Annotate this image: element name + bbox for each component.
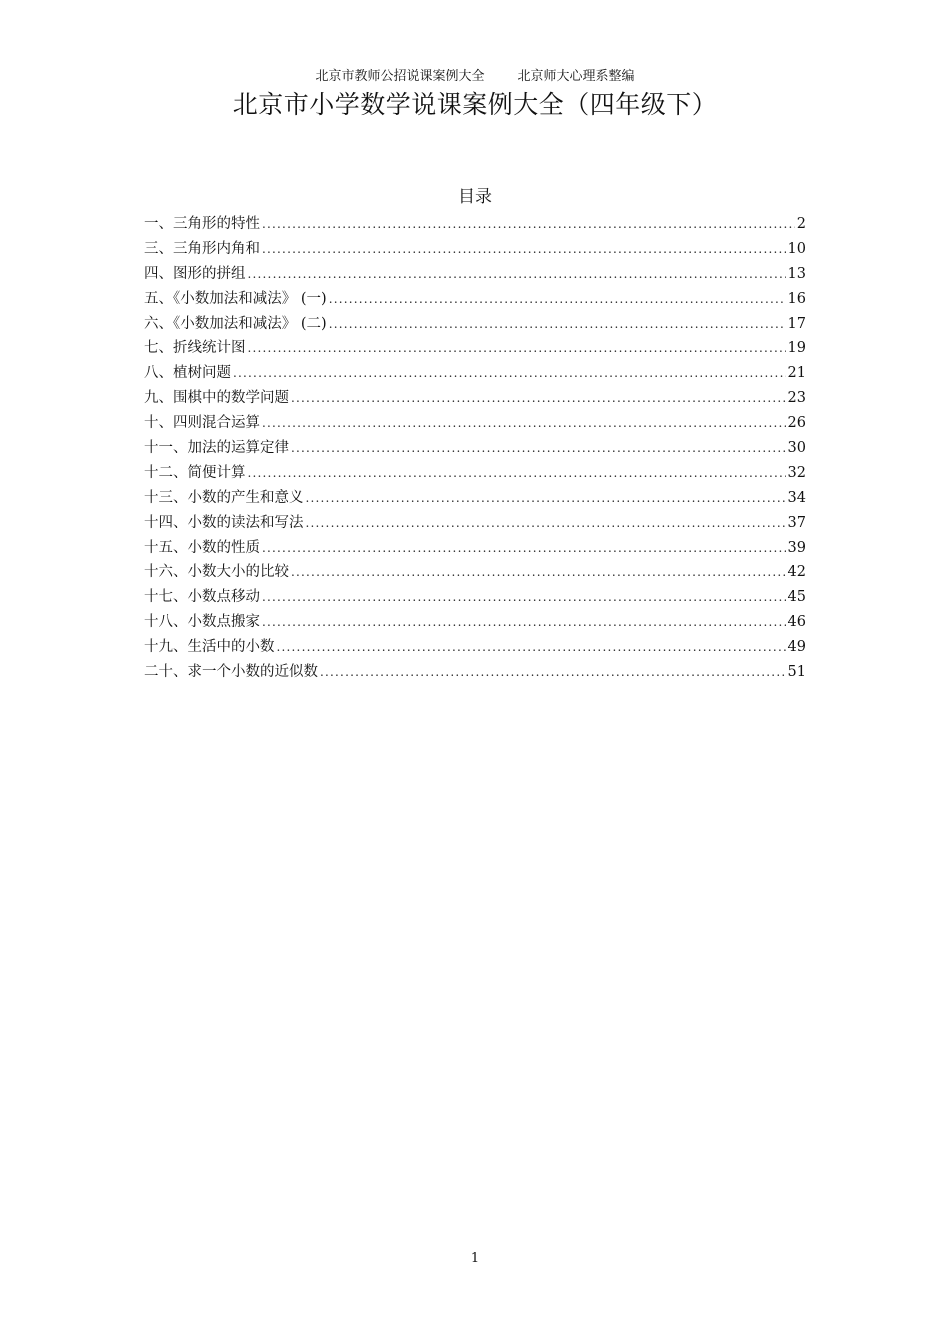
toc-entry[interactable]: [144, 237, 806, 262]
toc-entry-label: 十一、加法的运算定律: [144, 440, 289, 457]
toc-entry-page: 16: [787, 290, 806, 307]
toc-entry[interactable]: [144, 287, 806, 312]
toc-entry[interactable]: [144, 461, 806, 486]
page-number: 1: [470, 1251, 480, 1266]
toc-dot-leader: [329, 312, 786, 337]
toc-entry-label: 十八、小数点搬家: [144, 614, 260, 631]
toc-entry-label: 十七、小数点移动: [144, 589, 260, 606]
toc-dot-leader: [262, 536, 786, 561]
toc-entry-page: 30: [787, 440, 806, 457]
toc-dot-leader: [248, 461, 786, 486]
toc-dot-leader: [262, 585, 786, 610]
toc-entry-page: 46: [787, 614, 806, 631]
toc-dot-leader: [320, 660, 786, 685]
toc-entry-label: 六、《小数加法和减法》 (二): [144, 315, 327, 332]
toc-entry[interactable]: [144, 585, 806, 610]
toc-heading: 目录: [458, 187, 492, 207]
toc-entry-label: 八、植树问题: [144, 365, 231, 382]
toc-dot-leader: [262, 411, 786, 436]
toc-entry[interactable]: [144, 436, 806, 461]
toc-entry-label: 十三、小数的产生和意义: [144, 489, 304, 506]
toc-entry-page: 17: [787, 315, 806, 332]
toc-entry-label: 十、四则混合运算: [144, 415, 260, 432]
toc-entry-page: 51: [787, 664, 806, 681]
toc-dot-leader: [233, 361, 786, 386]
table-of-contents: [144, 212, 806, 685]
toc-entry-label: 十五、小数的性质: [144, 539, 260, 556]
toc-entry[interactable]: [144, 660, 806, 685]
toc-dot-leader: [277, 635, 786, 660]
toc-entry-page: 42: [787, 564, 806, 581]
toc-dot-leader: [329, 287, 786, 312]
running-header: 北京市教师公招说课案例大全 北京师大心理系整编: [315, 69, 635, 84]
toc-entry-page: 21: [787, 365, 806, 382]
toc-entry[interactable]: [144, 312, 806, 337]
toc-entry-label: 十六、小数大小的比较: [144, 564, 289, 581]
toc-entry-label: 十九、生活中的小数: [144, 639, 275, 656]
toc-entry-page: 19: [787, 340, 806, 357]
toc-entry-page: 45: [787, 589, 806, 606]
toc-entry[interactable]: [144, 411, 806, 436]
toc-entry-page: 32: [787, 464, 806, 481]
toc-entry-page: 26: [787, 415, 806, 432]
toc-dot-leader: [291, 560, 786, 585]
toc-dot-leader: [262, 610, 786, 635]
toc-entry-page: 39: [787, 539, 806, 556]
toc-entry-label: 三、三角形内角和: [144, 240, 260, 257]
toc-entry[interactable]: [144, 511, 806, 536]
toc-entry-label: 十四、小数的读法和写法: [144, 514, 304, 531]
toc-entry-page: 23: [787, 390, 806, 407]
toc-entry[interactable]: [144, 486, 806, 511]
toc-entry-page: 37: [787, 514, 806, 531]
toc-entry-page: 13: [787, 265, 806, 282]
toc-entry[interactable]: [144, 560, 806, 585]
toc-entry-page: 10: [787, 240, 806, 257]
toc-entry-label: 七、折线统计图: [144, 340, 246, 357]
toc-entry[interactable]: [144, 386, 806, 411]
toc-entry-label: 十二、简便计算: [144, 464, 246, 481]
document-title: 北京市小学数学说课案例大全（四年级下）: [232, 90, 718, 119]
toc-entry-page: 34: [787, 489, 806, 506]
toc-entry-page: 2: [796, 216, 806, 232]
toc-dot-leader: [306, 486, 786, 511]
toc-entry[interactable]: [144, 336, 806, 361]
toc-entry[interactable]: [144, 536, 806, 561]
toc-entry-label: 一、三角形的特性: [144, 216, 260, 232]
toc-dot-leader: [248, 262, 786, 287]
toc-dot-leader: [262, 212, 795, 237]
toc-entry[interactable]: [144, 361, 806, 386]
toc-entry[interactable]: [144, 262, 806, 287]
toc-entry-label: 二十、求一个小数的近似数: [144, 664, 318, 681]
toc-dot-leader: [291, 386, 786, 411]
toc-entry[interactable]: [144, 212, 806, 237]
toc-entry[interactable]: [144, 635, 806, 660]
toc-entry-label: 五、《小数加法和减法》 (一): [144, 290, 327, 307]
toc-dot-leader: [291, 436, 786, 461]
toc-entry-label: 九、围棋中的数学问题: [144, 390, 289, 407]
toc-dot-leader: [248, 336, 786, 361]
toc-dot-leader: [262, 237, 786, 262]
toc-entry-page: 49: [787, 639, 806, 656]
toc-dot-leader: [306, 511, 786, 536]
toc-entry-label: 四、图形的拼组: [144, 265, 246, 282]
toc-entry[interactable]: [144, 610, 806, 635]
